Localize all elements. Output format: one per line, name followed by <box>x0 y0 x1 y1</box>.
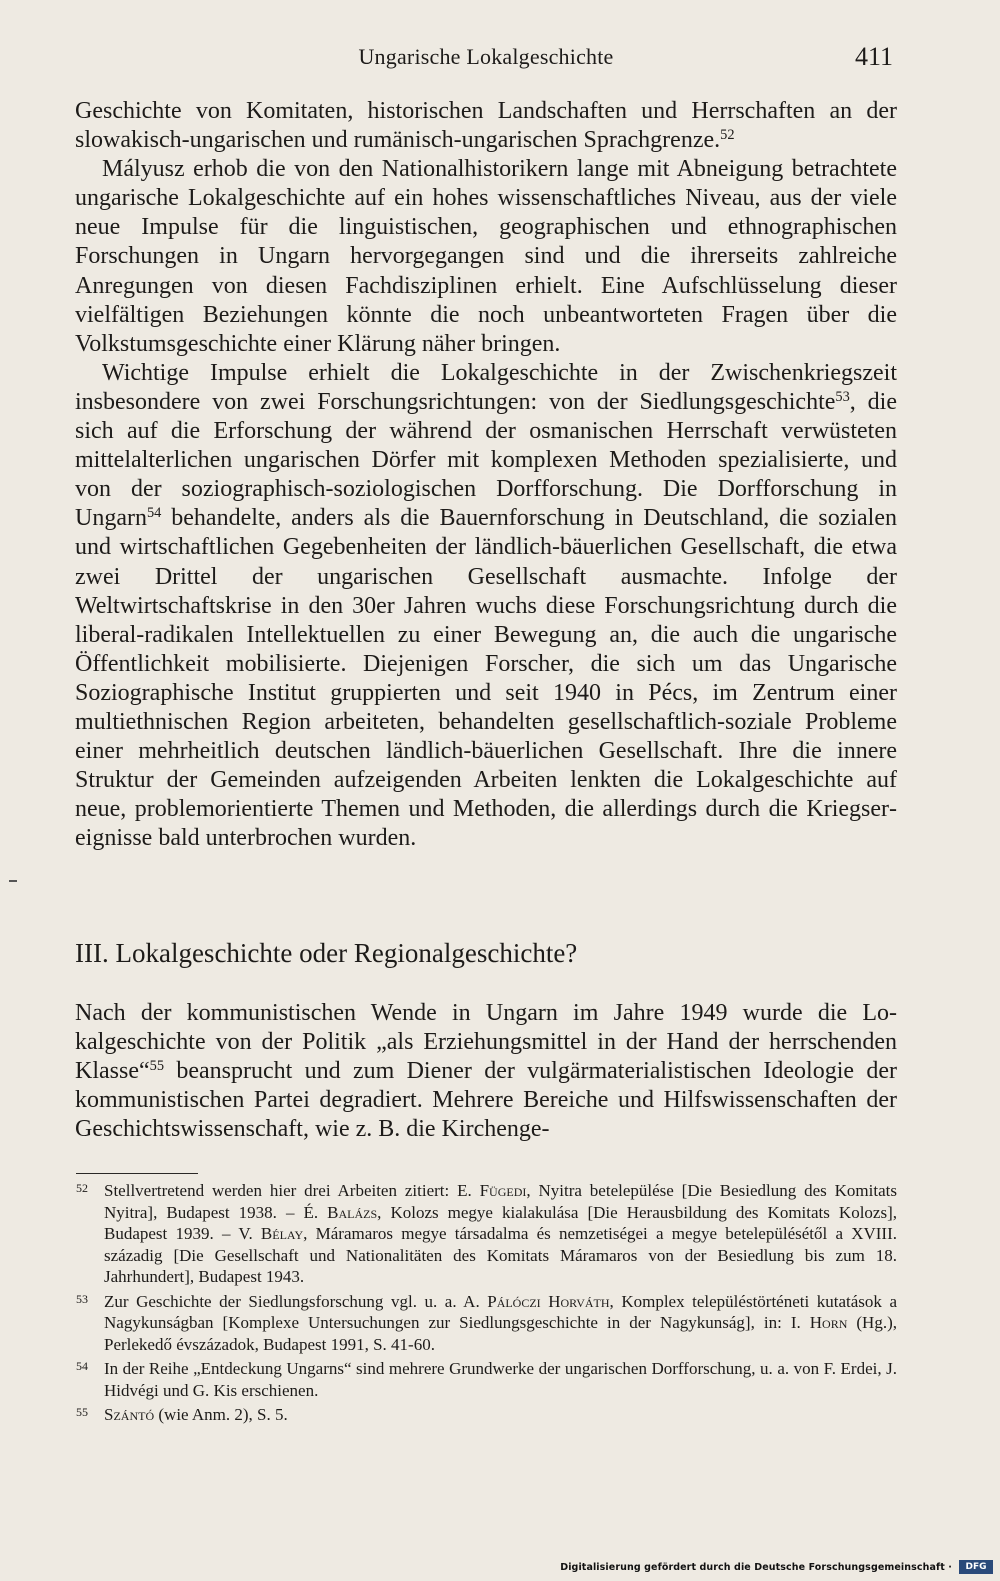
footnote-divider <box>76 1173 198 1174</box>
footnote-number: 53 <box>76 1291 88 1306</box>
footnote <box>76 1404 897 1426</box>
running-title: Ungarische Lokalgeschichte <box>358 44 614 69</box>
paragraph <box>75 155 897 359</box>
paragraph <box>75 999 897 1144</box>
footnote-number: 52 <box>76 1181 88 1195</box>
margin-mark <box>9 880 17 882</box>
footnote-text: Szántó (wie Anm. 2), S. 5. <box>104 1405 288 1424</box>
running-head <box>75 44 897 76</box>
paragraph-text: beansprucht und zum Diener der vulgärmaterialistischen Ideologie der kommunistischen Partei degradiert. Mehrere Bereiche und Hilfswissenschaften der Geschichtswissenschaft, wie z. B. die Kirchenge- <box>75 1058 897 1143</box>
footnote-ref: 54 <box>146 505 162 522</box>
footnote-ref: 52 <box>720 127 735 144</box>
section-heading: III. Lokalgeschichte oder Regionalgeschichte? <box>75 938 578 968</box>
page-number: 411 <box>854 42 893 71</box>
paragraph-text: , die sich auf die Erforschung der während der osmanischen Herrschaft verwüsteten mittelalterlichen ungarischen Dörfer mit komplexen Methoden spezialisierte, und von der soziographisch-soziologischen Dorfforschung. Die Dorfforschung in Ungarn <box>75 388 897 532</box>
footnote-text: Stellvertretend werden hier drei Arbeiten zitiert: E. Fügedi, Nyitra betelepülése [Die Besiedlung des Komitats Nyitra], Budapest 1938. – É. Balázs, Kolozs megye kialakulása [Die Herausbildung des Komitats Kolozs], Budapest 1939. – V. Bélay, Máramaros megye társadalma és nemzetiségei a megye betelepülésétől a XVIII. századig [Die Gesellschaft und Nationalitäten des Komitats Máramaros von der Besiedlung bis zum 18. Jahrhundert], Budapest 1943. <box>104 1181 897 1286</box>
paragraph <box>75 359 897 854</box>
footnote-number: 55 <box>76 1405 88 1419</box>
footnotes <box>76 1180 897 1429</box>
footnote <box>76 1358 897 1401</box>
footnote-ref: 53 <box>835 389 850 406</box>
section-text <box>75 999 897 1144</box>
footnote-ref: 55 <box>149 1058 165 1075</box>
paragraph-text: Nach der kommunistischen Wende in Ungarn im Jahre 1949 wurde die Lokalgeschichte von der Politik „als Erziehungsmittel in der Hand der herrschenden Klasse“ <box>75 1000 897 1085</box>
footnote-text: Zur Geschichte der Siedlungsforschung vgl. u. a. A. Pálóczi Horváth, Komplex településtörténeti kutatások a Nagykunságban [Komplexe Untersuchungen zur Siedlungsgeschichte in der Nagykunság], in: I. Horn (Hg.), Perlekedő évszázadok, Budapest 1991, S. 41-60. <box>104 1291 897 1354</box>
paragraph <box>75 97 897 155</box>
footnote <box>76 1291 897 1356</box>
paragraph-text: Mályusz erhob die von den Nationalhistorikern lange mit Abneigung betrachtete ungarische Lokalgeschichte auf ein hohes wissenschaftliches Niveau, aus der viele neue Impulse für die linguistischen, geographischen und ethnographischen Forschungen in Ungarn hervorgegangen sind und die ihrerseits zahlreiche Anregungen von diesen Fachdisziplinen erhielt. Eine Aufschlüsselung dieser vielfältigen Beziehungen könnte die noch unbeantworteten Fragen über die Volkstumsgeschichte einer Klärung näher bringen. <box>75 156 897 357</box>
footnote-number: 54 <box>76 1359 88 1373</box>
dfg-logo: DFG <box>959 1560 993 1574</box>
paragraph-text: behandelte, anders als die Bauernforschung in Deutschland, die sozialen und wirtschaftlichen Gegebenheiten der ländlich-bäuerlichen Gesellschaft, die etwa zwei Drittel der ungarischen Gesellschaft ausmachte. Infolge der Weltwirtschaftskrise in den 30er Jahren wuchs diese Forschungsrichtung durch die liberal-radikalen Intellektuellen zu einer Bewegung an, die auch die ungarische Öffentlichkeit mobilisierte. Diejenigen Forscher, die sich um das Ungarische Soziographische Institut gruppierten und seit 1940 in Pécs, im Zentrum einer multiethnischen Region arbeiteten, behandelten gesellschaftlich-soziale Probleme einer mehrheitlich deutschen ländlich-bäuerlichen Gesellschaft. Ihre die innere Struktur der Gemeinden aufzeigenden Arbeiten lenkten die Lokalgeschichte auf neue, problemorientierte Themen und Methoden, die allerdings durch die Kriegsereignisse bald unterbrochen wurden. <box>75 505 897 852</box>
footnote-text: In der Reihe „Entdeckung Ungarns“ sind mehrere Grundwerke der ungarischen Dorfforschung, u. a. von F. Erdei, J. Hidvégi und G. Kis erschienen. <box>104 1359 897 1400</box>
paragraph-text: Wichtige Impulse erhielt die Lokalgeschichte in der Zwischenkriegszeit insbesondere von zwei Forschungsrichtungen: von der Siedlungsgeschichte <box>75 359 897 415</box>
body-text <box>75 97 897 853</box>
digitization-note: Digitalisierung gefördert durch die Deutsche Forschungsgemeinschaft · <box>560 1562 952 1573</box>
footnote <box>76 1180 897 1288</box>
paragraph-text: Geschichte von Komitaten, historischen Landschaften und Herrschaften an der slowakisch-ungarischen und rumänisch-ungarischen Sprachgrenze. <box>75 98 897 154</box>
